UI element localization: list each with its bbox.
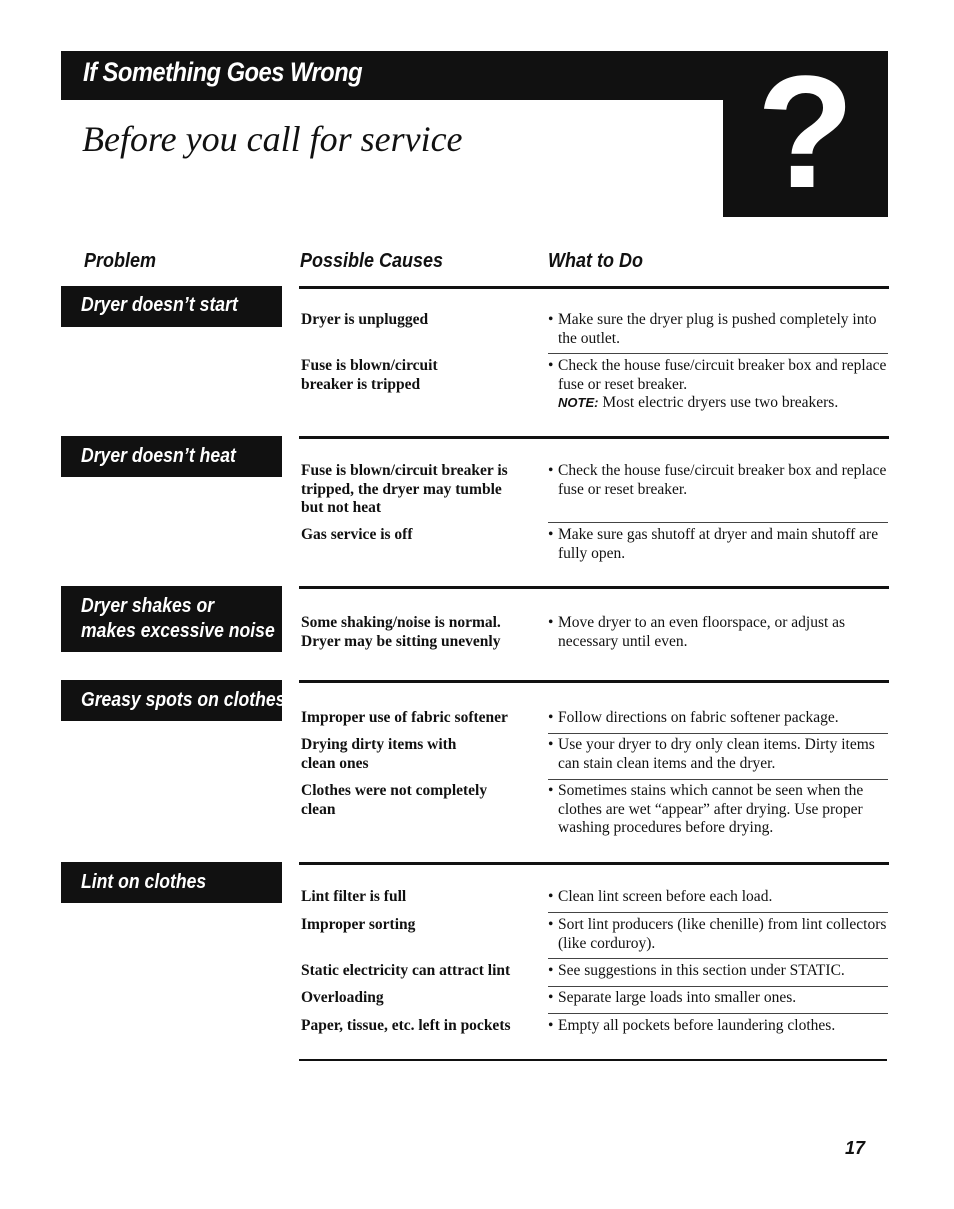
problem-label: Dryer shakes or [81,595,215,617]
bottom-rule [299,1059,887,1061]
page-subtitle: Before you call for service [82,119,463,159]
todo-text: • See suggestions in this section under STATIC. [548,962,845,979]
cause-text: Improper sorting [301,916,416,933]
todo-text: • Check the house fuse/circuit breaker box and replace fuse or reset breaker. [548,462,887,498]
cause-text: Fuse is blown/circuit breaker is tripped, the dryer may tumble but not heat [301,462,508,516]
bullet: • [548,311,554,328]
bullet: • [548,989,554,1006]
section-rule [299,586,889,589]
problem-label-box [61,286,282,327]
problem-label: makes excessive noise [81,620,275,642]
column-header-problem: Problem [84,250,157,272]
bullet: • [548,614,554,631]
row-separator [548,353,888,354]
column-header-todo: What to Do [548,250,643,272]
todo-text: • Sometimes stains which cannot be seen when the clothes are wet “appear” after drying. Use proper washing procedures before drying. [548,782,864,836]
cause-text: Fuse is blown/circuit breaker is tripped [301,357,438,393]
todo-text: • Clean lint screen before each load. [548,888,773,905]
bullet: • [548,888,554,905]
section-rule [299,286,889,289]
page-number: 17 [845,1138,866,1158]
row-separator [548,958,888,959]
todo-text: • Separate large loads into smaller ones. [548,989,797,1006]
cause-text: Some shaking/noise is normal. Dryer may be sitting unevenly [301,614,501,650]
problem-label: Dryer doesn’t start [81,294,238,316]
bullet: • [548,357,554,374]
todo-text: • Check the house fuse/circuit breaker box and replace fuse or reset breaker. NOTE: Most electric dryers use two breakers. [548,357,887,411]
row-separator [548,733,888,734]
todo-text: • Follow directions on fabric softener package. [548,709,839,726]
bullet: • [548,709,554,726]
todo-text: • Use your dryer to dry only clean items. Dirty items can stain clean items and the dryer. [548,736,875,772]
cause-text: Dryer is unplugged [301,311,429,328]
todo-text: • Sort lint producers (like chenille) from lint collectors (like corduroy). [548,916,887,952]
cause-text: Overloading [301,989,384,1006]
bullet: • [548,526,554,543]
section-title: If Something Goes Wrong [83,57,363,87]
bullet: • [548,462,554,479]
problem-label-box [61,436,282,477]
cause-text: Static electricity can attract lint [301,962,511,979]
cause-text: Gas service is off [301,526,413,543]
section-rule [299,436,889,439]
section-rule [299,680,889,683]
bullet: • [548,916,554,933]
cause-text: Lint filter is full [301,888,407,905]
cause-text: Drying dirty items with clean ones [301,736,457,772]
problem-label: Greasy spots on clothes [81,689,286,711]
problem-label: Dryer doesn’t heat [81,445,236,467]
note-label: NOTE: [558,395,599,410]
row-separator [548,912,888,913]
bullet: • [548,1017,554,1034]
bullet: • [548,962,554,979]
row-separator [548,986,888,987]
section-rule [299,862,889,865]
row-separator [548,522,888,523]
problem-label-box [61,862,282,903]
question-mark-icon: ? [756,42,855,221]
row-separator [548,1013,888,1014]
bullet: • [548,782,554,799]
row-separator [548,779,888,780]
column-header-causes: Possible Causes [300,250,444,272]
note-text: Most electric dryers use two breakers. [598,394,839,411]
todo-text: • Move dryer to an even floorspace, or adjust as necessary until even. [548,614,846,650]
todo-text: • Make sure gas shutoff at dryer and main shutoff are fully open. [548,526,879,562]
problem-label: Lint on clothes [81,871,207,893]
todo-text: • Make sure the dryer plug is pushed completely into the outlet. [548,311,877,347]
bullet: • [548,736,554,753]
question-box [723,42,888,221]
problem-label-box [61,680,286,721]
cause-text: Clothes were not completely clean [301,782,488,818]
todo-text: • Empty all pockets before laundering clothes. [548,1017,836,1034]
cause-text: Improper use of fabric softener [301,709,508,726]
cause-text: Paper, tissue, etc. left in pockets [301,1017,511,1034]
problem-label-box [61,586,282,652]
